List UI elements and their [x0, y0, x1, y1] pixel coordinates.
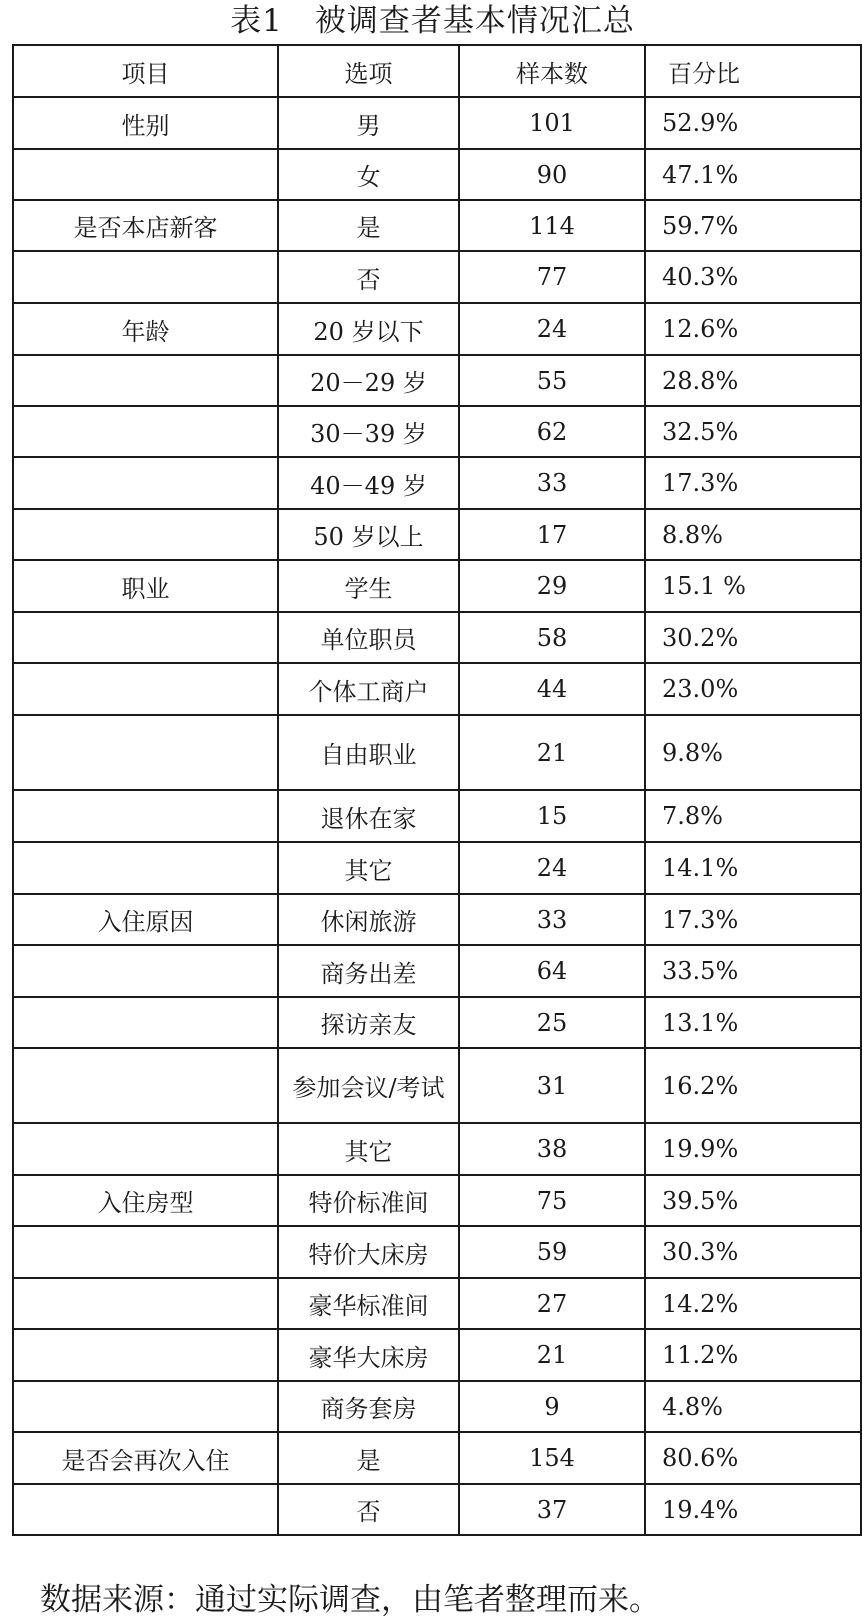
- table-row: [13, 149, 861, 200]
- table-row: [13, 894, 861, 945]
- table-row: [13, 560, 861, 612]
- item-cell: [13, 790, 278, 842]
- table-row: [13, 1175, 861, 1226]
- item-cell: [13, 406, 278, 457]
- data-source-note: 数据来源：通过实际调查，由笔者整理而来。: [40, 1582, 660, 1618]
- count-cell: 17: [459, 509, 645, 560]
- item-cell: [13, 663, 278, 715]
- item-cell: [13, 355, 278, 406]
- table-row: [13, 509, 861, 560]
- count-cell: 25: [459, 997, 645, 1048]
- count-cell: 77: [459, 251, 645, 303]
- item-cell: 职业: [13, 560, 278, 612]
- table-row: [13, 612, 861, 663]
- item-cell: [13, 1278, 278, 1329]
- table-row: [13, 945, 861, 997]
- count-cell: 27: [459, 1278, 645, 1329]
- percent-cell: 15.1 %: [645, 560, 861, 612]
- percent-cell: 7.8%: [645, 790, 861, 842]
- option-cell: 其它: [278, 1123, 459, 1175]
- count-cell: 90: [459, 149, 645, 200]
- header-row: [13, 45, 861, 97]
- count-cell: 37: [459, 1484, 645, 1535]
- item-cell: [13, 1226, 278, 1278]
- count-cell: 55: [459, 355, 645, 406]
- item-cell: 是否本店新客: [13, 200, 278, 251]
- percent-cell: 47.1%: [645, 149, 861, 200]
- table-row: [13, 1278, 861, 1329]
- item-cell: 性别: [13, 97, 278, 149]
- table-row: [13, 457, 861, 509]
- table-row: [13, 1123, 861, 1175]
- item-cell: [13, 945, 278, 997]
- option-cell: 否: [278, 1484, 459, 1535]
- percent-cell: 4.8%: [645, 1381, 861, 1432]
- percent-cell: 14.2%: [645, 1278, 861, 1329]
- percent-cell: 13.1%: [645, 997, 861, 1048]
- table-row: [13, 1048, 861, 1123]
- survey-table: [12, 44, 862, 1536]
- percent-cell: 9.8%: [645, 715, 861, 790]
- item-cell: [13, 715, 278, 790]
- table-row: [13, 1226, 861, 1278]
- percent-cell: 59.7%: [645, 200, 861, 251]
- option-cell: 豪华标准间: [278, 1278, 459, 1329]
- count-cell: 38: [459, 1123, 645, 1175]
- option-cell: 休闲旅游: [278, 894, 459, 945]
- percent-cell: 23.0%: [645, 663, 861, 715]
- count-cell: 33: [459, 457, 645, 509]
- percent-cell: 28.8%: [645, 355, 861, 406]
- count-cell: 21: [459, 715, 645, 790]
- option-cell: 50 岁以上: [278, 509, 459, 560]
- count-cell: 31: [459, 1048, 645, 1123]
- percent-cell: 33.5%: [645, 945, 861, 997]
- option-cell: 探访亲友: [278, 997, 459, 1048]
- option-cell: 特价标准间: [278, 1175, 459, 1226]
- percent-cell: 30.2%: [645, 612, 861, 663]
- table-row: [13, 97, 861, 149]
- count-cell: 44: [459, 663, 645, 715]
- item-cell: 入住原因: [13, 894, 278, 945]
- header-percent: 百分比: [645, 45, 861, 97]
- table-row: [13, 406, 861, 457]
- item-cell: [13, 1484, 278, 1535]
- count-cell: 114: [459, 200, 645, 251]
- count-cell: 59: [459, 1226, 645, 1278]
- option-cell: 商务套房: [278, 1381, 459, 1432]
- count-cell: 29: [459, 560, 645, 612]
- header-option: 选项: [278, 45, 459, 97]
- percent-cell: 12.6%: [645, 303, 861, 355]
- option-cell: 是: [278, 1432, 459, 1484]
- item-cell: [13, 1123, 278, 1175]
- option-cell: 40－49 岁: [278, 457, 459, 509]
- count-cell: 24: [459, 842, 645, 894]
- table-row: [13, 1381, 861, 1432]
- count-cell: 15: [459, 790, 645, 842]
- table-row: [13, 1484, 861, 1535]
- option-cell: 单位职员: [278, 612, 459, 663]
- percent-cell: 8.8%: [645, 509, 861, 560]
- option-cell: 女: [278, 149, 459, 200]
- item-cell: 入住房型: [13, 1175, 278, 1226]
- count-cell: 9: [459, 1381, 645, 1432]
- option-cell: 参加会议/考试: [278, 1048, 459, 1123]
- item-cell: [13, 997, 278, 1048]
- count-cell: 21: [459, 1329, 645, 1381]
- count-cell: 101: [459, 97, 645, 149]
- table-row: [13, 303, 861, 355]
- item-cell: [13, 842, 278, 894]
- count-cell: 154: [459, 1432, 645, 1484]
- item-cell: 是否会再次入住: [13, 1432, 278, 1484]
- percent-cell: 19.9%: [645, 1123, 861, 1175]
- option-cell: 20 岁以下: [278, 303, 459, 355]
- percent-cell: 11.2%: [645, 1329, 861, 1381]
- table-row: [13, 251, 861, 303]
- percent-cell: 39.5%: [645, 1175, 861, 1226]
- option-cell: 商务出差: [278, 945, 459, 997]
- item-cell: [13, 612, 278, 663]
- count-cell: 24: [459, 303, 645, 355]
- option-cell: 自由职业: [278, 715, 459, 790]
- option-cell: 否: [278, 251, 459, 303]
- count-cell: 33: [459, 894, 645, 945]
- item-cell: [13, 251, 278, 303]
- percent-cell: 30.3%: [645, 1226, 861, 1278]
- count-cell: 64: [459, 945, 645, 997]
- item-cell: [13, 1329, 278, 1381]
- table-row: [13, 842, 861, 894]
- percent-cell: 52.9%: [645, 97, 861, 149]
- header-count: 样本数: [459, 45, 645, 97]
- option-cell: 学生: [278, 560, 459, 612]
- count-cell: 75: [459, 1175, 645, 1226]
- percent-cell: 40.3%: [645, 251, 861, 303]
- item-cell: [13, 149, 278, 200]
- percent-cell: 80.6%: [645, 1432, 861, 1484]
- table-row: [13, 997, 861, 1048]
- percent-cell: 16.2%: [645, 1048, 861, 1123]
- percent-cell: 17.3%: [645, 457, 861, 509]
- item-cell: 年龄: [13, 303, 278, 355]
- option-cell: 特价大床房: [278, 1226, 459, 1278]
- table-title: 表1 被调查者基本情况汇总: [230, 3, 635, 39]
- table-row: [13, 200, 861, 251]
- table-row: [13, 663, 861, 715]
- table-row: [13, 715, 861, 790]
- table-row: [13, 1329, 861, 1381]
- option-cell: 退休在家: [278, 790, 459, 842]
- count-cell: 62: [459, 406, 645, 457]
- header-item: 项目: [13, 45, 278, 97]
- item-cell: [13, 509, 278, 560]
- table-row: [13, 355, 861, 406]
- item-cell: [13, 1381, 278, 1432]
- option-cell: 豪华大床房: [278, 1329, 459, 1381]
- item-cell: [13, 457, 278, 509]
- percent-cell: 14.1%: [645, 842, 861, 894]
- option-cell: 个体工商户: [278, 663, 459, 715]
- percent-cell: 19.4%: [645, 1484, 861, 1535]
- percent-cell: 17.3%: [645, 894, 861, 945]
- item-cell: [13, 1048, 278, 1123]
- count-cell: 58: [459, 612, 645, 663]
- option-cell: 20－29 岁: [278, 355, 459, 406]
- option-cell: 是: [278, 200, 459, 251]
- table-row: [13, 1432, 861, 1484]
- option-cell: 其它: [278, 842, 459, 894]
- percent-cell: 32.5%: [645, 406, 861, 457]
- option-cell: 男: [278, 97, 459, 149]
- table-row: [13, 790, 861, 842]
- option-cell: 30－39 岁: [278, 406, 459, 457]
